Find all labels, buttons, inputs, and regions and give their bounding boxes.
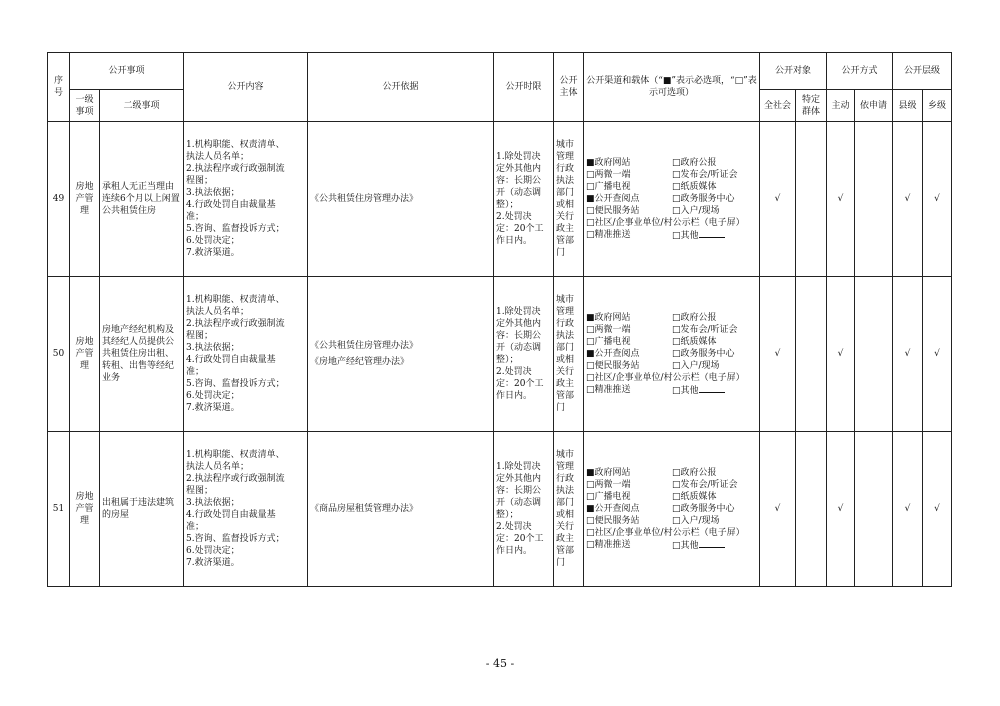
header-period: 公开时限 [494, 53, 554, 122]
row-level2: 出租属于违法建筑的房屋 [100, 432, 184, 587]
channel-option: □政府公报 [672, 467, 717, 478]
content-line: 3.执法依据； [186, 498, 240, 508]
period-line: 2.处罚决 [496, 367, 532, 377]
period-line: 定：20个工 [496, 224, 544, 234]
basis-line: 《房地产经纪管理办法》 [310, 357, 410, 367]
row-level1: 房地产管理 [70, 277, 100, 432]
content-line: 6.处罚决定； [186, 546, 240, 556]
check-method-active: √ [827, 432, 855, 587]
period-line: 容：长期公 [496, 176, 542, 186]
channel-option: □政务服务中心 [672, 348, 735, 359]
header-subject: 公开主体 [554, 53, 584, 122]
check-method-active: √ [827, 277, 855, 432]
channel-option: □两微一端 [586, 324, 631, 335]
period-line: 作日内。 [496, 236, 533, 246]
content-line: 7.救济渠道。 [186, 248, 240, 258]
check-method-request [855, 277, 893, 432]
channel-option: □便民服务站 [586, 205, 640, 216]
channel-option: □纸质媒体 [672, 336, 717, 347]
period-line: 定：20个工 [496, 534, 544, 544]
check-target-specific [796, 277, 827, 432]
period-line: 定外其他内 [496, 164, 542, 174]
row-level1: 房地产管理 [70, 432, 100, 587]
channel-option: □精准推送 [586, 229, 631, 240]
channel-option: □入户/现场 [672, 360, 720, 371]
row-basis [308, 432, 494, 587]
content-line: 5.咨询、监督投诉方式； [186, 534, 285, 544]
period-line: 2.处罚决 [496, 212, 532, 222]
row-basis [308, 122, 494, 277]
channel-option-wide: □社区/企事业单位/村公示栏（电子屏） [586, 217, 745, 228]
content-line: 执法人员名单； [186, 462, 250, 472]
header-item-group: 公开事项 [70, 53, 184, 90]
row-channels [584, 122, 760, 277]
channel-option: ■公开查阅点 [586, 503, 640, 514]
channel-option: □政务服务中心 [672, 503, 735, 514]
header-level-town: 乡级 [923, 90, 952, 122]
row-seq: 49 [48, 122, 70, 277]
channel-option: □精准推送 [586, 384, 631, 395]
content-line: 4.行政处罚自由裁量基 [186, 355, 276, 365]
basis-line: 《公共租赁住房管理办法》 [310, 341, 419, 351]
row-period [494, 122, 554, 277]
header-channel: 公开渠道和载体（“■”表示必选项，“□”表示可选项） [584, 53, 760, 122]
period-line: 作日内。 [496, 546, 533, 556]
row-period [494, 432, 554, 587]
content-line: 7.救济渠道。 [186, 403, 240, 413]
content-line: 准； [186, 522, 205, 532]
header-level1: 一级事项 [70, 90, 100, 122]
header-basis: 公开依据 [308, 53, 494, 122]
row-subject: 城市管理行政执法部门或相关行政主管部门 [554, 277, 584, 432]
row-subject: 城市管理行政执法部门或相关行政主管部门 [554, 122, 584, 277]
channel-option: □政府公报 [672, 312, 717, 323]
channel-option: □广播电视 [586, 336, 631, 347]
check-method-request [855, 432, 893, 587]
content-line: 3.执法依据； [186, 188, 240, 198]
content-line: 6.处罚决定； [186, 236, 240, 246]
check-level-town: √ [923, 277, 952, 432]
channel-option: □纸质媒体 [672, 491, 717, 502]
channel-option: ■政府网站 [586, 157, 631, 168]
period-line: 开（动态调 [496, 498, 542, 508]
channel-option: □便民服务站 [586, 515, 640, 526]
check-level-county: √ [893, 277, 923, 432]
row-seq: 50 [48, 277, 70, 432]
content-line: 1.机构职能、权责清单、 [186, 295, 285, 305]
check-target-all: √ [760, 277, 796, 432]
table-row [48, 432, 952, 587]
channel-option: ■政府网站 [586, 467, 631, 478]
content-line: 2.执法程序或行政强制流 [186, 164, 285, 174]
check-method-active: √ [827, 122, 855, 277]
content-line: 1.机构职能、权责清单、 [186, 140, 285, 150]
period-line: 1.除处罚决 [496, 462, 541, 472]
check-target-specific [796, 122, 827, 277]
blank-underline [699, 539, 725, 548]
content-line: 1.机构职能、权责清单、 [186, 450, 285, 460]
period-line: 作日内。 [496, 391, 533, 401]
period-line: 整）； [496, 510, 519, 520]
content-line: 程图； [186, 176, 214, 186]
header-method-request: 依申请 [855, 90, 893, 122]
row-content [184, 432, 308, 587]
header-level2: 二级事项 [100, 90, 184, 122]
header-method-group: 公开方式 [827, 53, 893, 90]
row-basis [308, 277, 494, 432]
channel-option: □两微一端 [586, 479, 631, 490]
row-level2: 房地产经纪机构及其经纪人员提供公共租赁住房出租、转租、出售等经纪业务 [100, 277, 184, 432]
channel-option: □广播电视 [586, 491, 631, 502]
header-target-specific: 特定群体 [796, 90, 827, 122]
period-line: 容：长期公 [496, 331, 542, 341]
disclosure-table [47, 52, 952, 587]
channel-option: ■公开查阅点 [586, 348, 640, 359]
channel-option: □发布会/听证会 [672, 479, 738, 490]
check-target-all: √ [760, 122, 796, 277]
period-line: 容：长期公 [496, 486, 542, 496]
table-row [48, 277, 952, 432]
channel-option: □入户/现场 [672, 205, 720, 216]
header-target-group: 公开对象 [760, 53, 827, 90]
row-subject: 城市管理行政执法部门或相关行政主管部门 [554, 432, 584, 587]
content-line: 7.救济渠道。 [186, 558, 240, 568]
channel-option-wide: □社区/企事业单位/村公示栏（电子屏） [586, 527, 745, 538]
channel-option: □精准推送 [586, 539, 631, 550]
check-level-county: √ [893, 122, 923, 277]
header-level-county: 县级 [893, 90, 923, 122]
content-line: 2.执法程序或行政强制流 [186, 474, 285, 484]
check-target-specific [796, 432, 827, 587]
content-line: 5.咨询、监督投诉方式； [186, 224, 285, 234]
row-period [494, 277, 554, 432]
header-method-active: 主动 [827, 90, 855, 122]
channel-option: ■公开查阅点 [586, 193, 640, 204]
period-line: 1.除处罚决 [496, 307, 541, 317]
period-line: 1.除处罚决 [496, 152, 541, 162]
content-line: 6.处罚决定； [186, 391, 240, 401]
blank-underline [699, 384, 725, 393]
period-line: 定外其他内 [496, 474, 542, 484]
row-channels [584, 432, 760, 587]
period-line: 开（动态调 [496, 343, 542, 353]
period-line: 整）； [496, 200, 519, 210]
channel-option: □发布会/听证会 [672, 169, 738, 180]
check-level-county: √ [893, 432, 923, 587]
row-level1: 房地产管理 [70, 122, 100, 277]
channel-option: □发布会/听证会 [672, 324, 738, 335]
table-row [48, 122, 952, 277]
header-seq: 序号 [48, 53, 70, 122]
period-line: 2.处罚决 [496, 522, 532, 532]
content-line: 准； [186, 367, 205, 377]
content-line: 程图； [186, 486, 214, 496]
content-line: 4.行政处罚自由裁量基 [186, 200, 276, 210]
check-target-all: √ [760, 432, 796, 587]
header-content: 公开内容 [184, 53, 308, 122]
row-content [184, 122, 308, 277]
content-line: 2.执法程序或行政强制流 [186, 319, 285, 329]
content-line: 执法人员名单； [186, 152, 250, 162]
content-line: 准； [186, 212, 205, 222]
blank-underline [699, 229, 725, 238]
content-line: 执法人员名单； [186, 307, 250, 317]
channel-option: □其他 [672, 385, 699, 396]
channel-option: ■政府网站 [586, 312, 631, 323]
check-level-town: √ [923, 122, 952, 277]
channel-option: □政务服务中心 [672, 193, 735, 204]
content-line: 程图； [186, 331, 214, 341]
content-line: 4.行政处罚自由裁量基 [186, 510, 276, 520]
row-seq: 51 [48, 432, 70, 587]
page-number: - 45 - [485, 657, 515, 670]
period-line: 定：20个工 [496, 379, 544, 389]
channel-option: □两微一端 [586, 169, 631, 180]
channel-option: □便民服务站 [586, 360, 640, 371]
content-line: 5.咨询、监督投诉方式； [186, 379, 285, 389]
header-level-group: 公开层级 [893, 53, 952, 90]
check-level-town: √ [923, 432, 952, 587]
row-content [184, 277, 308, 432]
row-channels [584, 277, 760, 432]
period-line: 整）； [496, 355, 519, 365]
channel-option-wide: □社区/企事业单位/村公示栏（电子屏） [586, 372, 745, 383]
channel-option: □广播电视 [586, 181, 631, 192]
channel-option: □纸质媒体 [672, 181, 717, 192]
channel-option: □其他 [672, 540, 699, 551]
period-line: 开（动态调 [496, 188, 542, 198]
basis-line: 《商品房屋租赁管理办法》 [310, 504, 419, 514]
row-level2: 承租人无正当理由连续6个月以上闲置公共租赁住房 [100, 122, 184, 277]
check-method-request [855, 122, 893, 277]
header-target-all: 全社会 [760, 90, 796, 122]
content-line: 3.执法依据； [186, 343, 240, 353]
basis-line: 《公共租赁住房管理办法》 [310, 194, 419, 204]
channel-option: □入户/现场 [672, 515, 720, 526]
channel-option: □政府公报 [672, 157, 717, 168]
period-line: 定外其他内 [496, 319, 542, 329]
channel-option: □其他 [672, 230, 699, 241]
